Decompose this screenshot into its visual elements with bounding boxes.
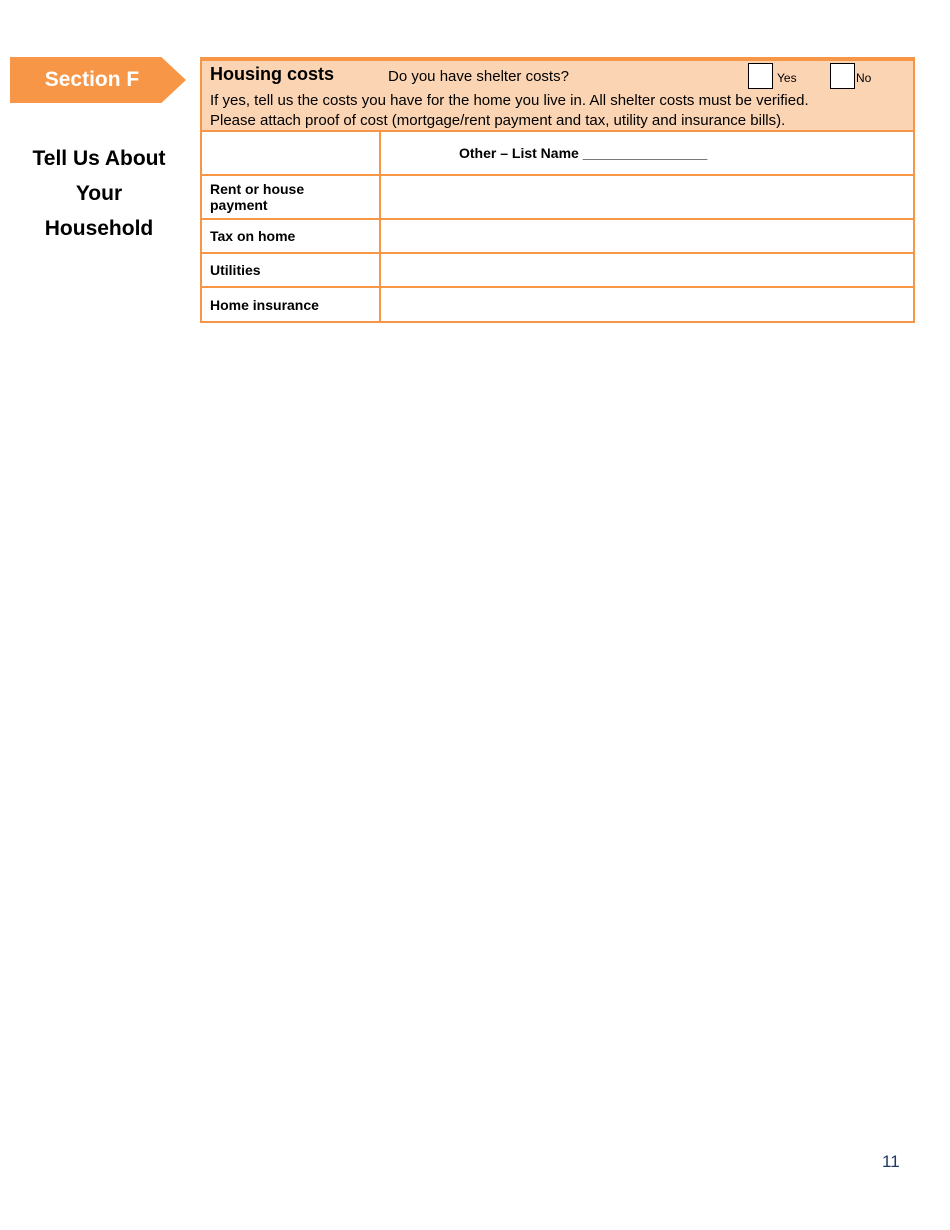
row-label-rent — [202, 175, 380, 219]
housing-header — [202, 61, 913, 132]
side-title-line-2: Your — [75, 182, 123, 205]
table-header-row — [202, 132, 913, 175]
tax-amount-field[interactable] — [380, 219, 913, 253]
housing-costs-table — [202, 132, 913, 321]
shelter-costs-question: Do you have shelter costs? — [388, 68, 569, 85]
instruction-line-2: Please attach proof of cost (mortgage/rent payment and tax, utility and insurance bills). — [210, 112, 786, 129]
side-title-line-1: Tell Us About — [32, 147, 166, 170]
table-row — [202, 287, 913, 321]
table-row — [202, 175, 913, 219]
row-label-tax: Tax on home — [202, 219, 380, 253]
side-title-line-3: Household — [44, 217, 154, 240]
utilities-amount-field[interactable] — [380, 253, 913, 287]
instruction-line-1: If yes, tell us the costs you have for the home you live in. All shelter costs must be verified. — [210, 92, 809, 109]
yes-checkbox[interactable] — [748, 63, 773, 89]
row-label-utilities: Utilities — [202, 253, 380, 287]
housing-costs-form — [200, 57, 915, 323]
section-tab-label: Section F — [44, 68, 140, 91]
yes-label: Yes — [777, 71, 797, 85]
housing-title: Housing costs — [210, 64, 335, 84]
insurance-amount-field[interactable] — [380, 287, 913, 321]
row-label-rent-line-1: Rent or house — [210, 181, 305, 197]
row-label-insurance: Home insurance — [202, 287, 380, 321]
no-label: No — [856, 71, 872, 85]
table-row — [202, 253, 913, 287]
side-title — [14, 141, 184, 246]
no-checkbox[interactable] — [830, 63, 855, 89]
rent-amount-field[interactable] — [380, 175, 913, 219]
other-list-name-header: Other – List Name ________________ — [380, 132, 913, 175]
header-blank-cell — [202, 132, 380, 175]
page-number: 11 — [882, 1152, 900, 1171]
row-label-rent-line-2: payment — [210, 197, 268, 213]
table-row — [202, 219, 913, 253]
